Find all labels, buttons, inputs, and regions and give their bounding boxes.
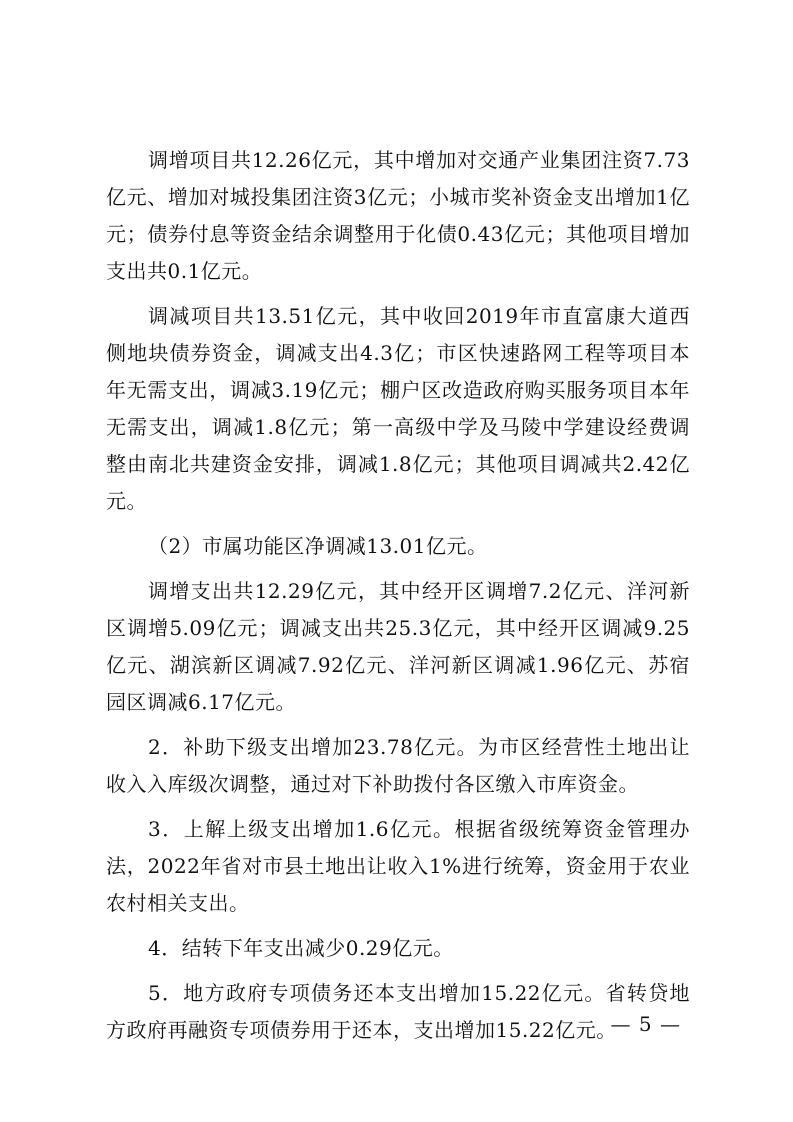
paragraph-functional-zones-heading: （2）市属功能区净调减13.01亿元。 bbox=[148, 534, 488, 558]
paragraph-functional-zones-detail: 调增支出共12.29亿元，其中经开区调增7.2亿元、洋河新区调增5.09亿元；调减支出共25.3亿元，其中经开区调减9.25亿元、湖滨新区调减7.92亿元、洋河新区调减1.96亿元、苏宿园区调减6.17亿元。 bbox=[106, 579, 690, 714]
paragraph-increase-projects: 调增项目共12.26亿元，其中增加对交通产业集团注资7.73亿元、增加对城投集团注资3亿元；小城市奖补资金支出增加1亿元；债券付息等资金结余调整用于化债0.43亿元；其他项目增加支出共0.1亿元。 bbox=[106, 148, 690, 283]
paragraph-decrease-projects: 调减项目共13.51亿元，其中收回2019年市直富康大道西侧地块债券资金，调减支出4.3亿；市区快速路网工程等项目本年无需支出，调减3.19亿元；棚户区改造政府购买服务项目本年无需支出，调减1.8亿元；第一高级中学及马陵中学建设经费调整由南北共建资金安排，调减1.8亿元；其他项目调减共2.42亿元。 bbox=[106, 304, 690, 513]
page-number: — 5 — bbox=[610, 1012, 681, 1036]
paragraph-carry-forward: 4．结转下年支出减少0.29亿元。 bbox=[148, 936, 454, 960]
paragraph-remit-upper-level: 3．上解上级支出增加1.6亿元。根据省级统筹资金管理办法，2022年省对市县土地出让收入1%进行统筹，资金用于农业农村相关支出。 bbox=[106, 817, 690, 915]
paragraph-subsidy-lower-level: 2．补助下级支出增加23.78亿元。为市区经营性土地出让收入入库级次调整，通过对下补助拨付各区缴入市库资金。 bbox=[106, 735, 690, 796]
paragraph-special-debt-repayment: 5．地方政府专项债务还本支出增加15.22亿元。省转贷地方政府再融资专项债券用于还本，支出增加15.22亿元。 bbox=[106, 981, 690, 1042]
body-text bbox=[106, 142, 690, 1057]
